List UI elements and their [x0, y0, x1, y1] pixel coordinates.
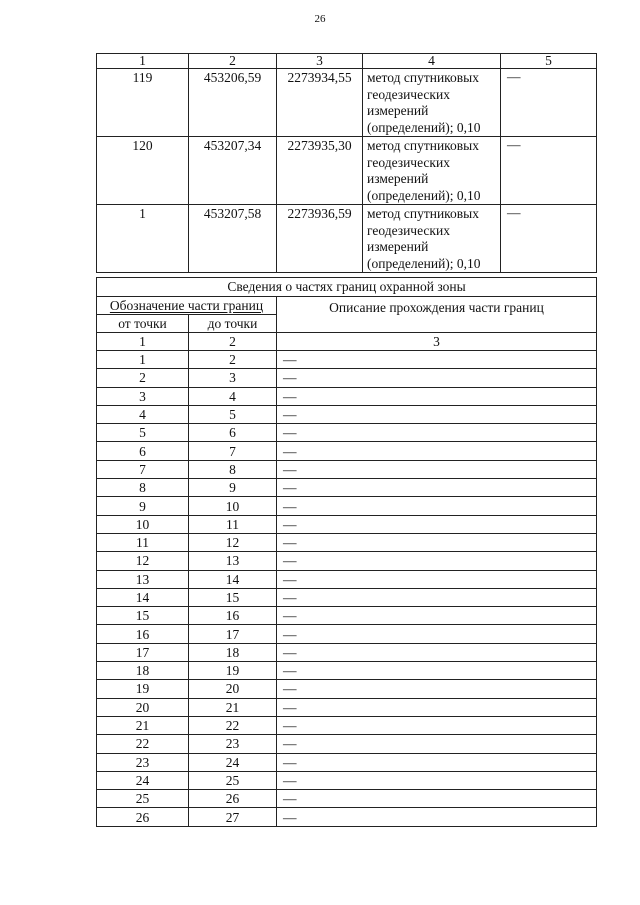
segment-to-point: 12 [189, 533, 277, 551]
segment-description: — [277, 808, 597, 826]
boundary-segment-row [97, 479, 597, 497]
column-number: 3 [277, 54, 363, 69]
coordinate-row [97, 137, 597, 205]
segment-from-point: 1 [97, 351, 189, 369]
boundary-segment-row [97, 680, 597, 698]
method-line: (определений); 0,10 [367, 187, 481, 203]
segment-to-point: 21 [189, 698, 277, 716]
parts-table-title: Сведения о частях границ охранной зоны [97, 278, 597, 297]
boundary-segment-row [97, 588, 597, 606]
column-number: 5 [501, 54, 597, 69]
method-line: геодезических [367, 154, 450, 170]
boundary-segment-row [97, 424, 597, 442]
segment-description: — [277, 460, 597, 478]
segment-description: — [277, 405, 597, 423]
parts-subheader-row [97, 297, 597, 315]
column-number: 1 [97, 54, 189, 69]
segment-to-point: 14 [189, 570, 277, 588]
boundary-segment-row [97, 442, 597, 460]
boundary-segment-row [97, 735, 597, 753]
coordinate-y: 2273936,59 [277, 205, 363, 273]
segment-description: — [277, 588, 597, 606]
point-number: 119 [97, 69, 189, 137]
boundary-segment-row [97, 716, 597, 734]
segment-to-point: 10 [189, 497, 277, 515]
segment-description: — [277, 479, 597, 497]
boundary-segment-row [97, 351, 597, 369]
segment-to-point: 19 [189, 662, 277, 680]
segment-to-point: 23 [189, 735, 277, 753]
segment-to-point: 27 [189, 808, 277, 826]
segment-description: — [277, 607, 597, 625]
coordinate-row [97, 69, 597, 137]
segment-description: — [277, 771, 597, 789]
segment-from-point: 14 [97, 588, 189, 606]
segment-from-point: 6 [97, 442, 189, 460]
boundary-segment-row [97, 460, 597, 478]
segment-description: — [277, 387, 597, 405]
boundary-segment-row [97, 753, 597, 771]
coordinate-x: 453207,34 [189, 137, 277, 205]
column-number: 1 [97, 333, 189, 351]
segment-from-point: 21 [97, 716, 189, 734]
column-number: 2 [189, 54, 277, 69]
segment-description: — [277, 351, 597, 369]
segment-to-point: 11 [189, 515, 277, 533]
segment-to-point: 9 [189, 479, 277, 497]
boundary-segment-row [97, 698, 597, 716]
segment-description: — [277, 662, 597, 680]
coordinate-x: 453207,58 [189, 205, 277, 273]
segment-from-point: 2 [97, 369, 189, 387]
boundary-segment-row [97, 808, 597, 826]
column-number: 2 [189, 333, 277, 351]
coordinates-table [96, 53, 597, 273]
segment-from-point: 19 [97, 680, 189, 698]
segment-to-point: 13 [189, 552, 277, 570]
coordinates-header-row [97, 54, 597, 69]
segment-from-point: 22 [97, 735, 189, 753]
from-point-header: от точки [97, 315, 189, 333]
segment-from-point: 26 [97, 808, 189, 826]
segment-from-point: 15 [97, 607, 189, 625]
page-number: 26 [314, 13, 326, 25]
segment-description: — [277, 570, 597, 588]
boundary-segment-row [97, 533, 597, 551]
segment-description: — [277, 424, 597, 442]
segment-to-point: 5 [189, 405, 277, 423]
segment-description: — [277, 552, 597, 570]
coordinate-y: 2273935,30 [277, 137, 363, 205]
segment-from-point: 5 [97, 424, 189, 442]
segment-from-point: 25 [97, 790, 189, 808]
method-line: метод спутниковых [367, 70, 479, 85]
boundary-segment-row [97, 662, 597, 680]
point-number: 1 [97, 205, 189, 273]
segment-to-point: 2 [189, 351, 277, 369]
segment-to-point: 3 [189, 369, 277, 387]
segment-to-point: 26 [189, 790, 277, 808]
column-5-value: — [501, 69, 597, 137]
boundary-segment-row [97, 625, 597, 643]
segment-description: — [277, 790, 597, 808]
boundary-segment-row [97, 497, 597, 515]
method-cell [363, 69, 501, 137]
segment-description: — [277, 625, 597, 643]
segment-from-point: 20 [97, 698, 189, 716]
boundary-segment-row [97, 790, 597, 808]
coordinate-row [97, 205, 597, 273]
coordinate-x: 453206,59 [189, 69, 277, 137]
segment-to-point: 7 [189, 442, 277, 460]
segment-from-point: 24 [97, 771, 189, 789]
method-line: геодезических [367, 222, 450, 238]
segment-description: — [277, 442, 597, 460]
designation-header [97, 297, 277, 315]
segment-from-point: 7 [97, 460, 189, 478]
segment-description: — [277, 680, 597, 698]
segment-description: — [277, 643, 597, 661]
method-line: измерений [367, 171, 429, 186]
point-number: 120 [97, 137, 189, 205]
segment-description: — [277, 735, 597, 753]
boundary-segment-row [97, 387, 597, 405]
segment-to-point: 16 [189, 607, 277, 625]
segment-from-point: 3 [97, 387, 189, 405]
segment-to-point: 22 [189, 716, 277, 734]
segment-from-point: 9 [97, 497, 189, 515]
method-line: метод спутниковых [367, 138, 479, 153]
segment-to-point: 20 [189, 680, 277, 698]
designation-header-text: Обозначение части границ [109, 298, 264, 313]
parts-column-numbers-row [97, 333, 597, 351]
segment-description: — [277, 716, 597, 734]
boundary-segment-row [97, 607, 597, 625]
segment-from-point: 13 [97, 570, 189, 588]
segment-to-point: 8 [189, 460, 277, 478]
segment-to-point: 24 [189, 753, 277, 771]
boundary-segment-row [97, 405, 597, 423]
segment-description: — [277, 497, 597, 515]
method-line: измерений [367, 103, 429, 118]
segment-description: — [277, 753, 597, 771]
segment-to-point: 17 [189, 625, 277, 643]
segment-from-point: 12 [97, 552, 189, 570]
method-cell [363, 205, 501, 273]
segment-to-point: 18 [189, 643, 277, 661]
boundary-segment-row [97, 515, 597, 533]
boundary-segment-row [97, 369, 597, 387]
description-header: Описание прохождения части границ [277, 297, 597, 333]
segment-to-point: 25 [189, 771, 277, 789]
segment-to-point: 15 [189, 588, 277, 606]
boundary-segment-row [97, 643, 597, 661]
method-line: (определений); 0,10 [367, 119, 481, 135]
segment-description: — [277, 698, 597, 716]
segment-description: — [277, 369, 597, 387]
column-number: 3 [277, 333, 597, 351]
column-5-value: — [501, 137, 597, 205]
boundary-segment-row [97, 552, 597, 570]
method-line: измерений [367, 239, 429, 254]
boundary-segment-row [97, 771, 597, 789]
segment-from-point: 4 [97, 405, 189, 423]
to-point-header: до точки [189, 315, 277, 333]
parts-title-row [97, 278, 597, 297]
boundary-segment-row [97, 570, 597, 588]
coordinate-y: 2273934,55 [277, 69, 363, 137]
boundary-parts-table [96, 277, 597, 827]
segment-from-point: 23 [97, 753, 189, 771]
segment-from-point: 8 [97, 479, 189, 497]
segment-from-point: 11 [97, 533, 189, 551]
method-cell [363, 137, 501, 205]
method-line: (определений); 0,10 [367, 255, 481, 271]
segment-to-point: 6 [189, 424, 277, 442]
segment-from-point: 16 [97, 625, 189, 643]
column-number: 4 [363, 54, 501, 69]
segment-to-point: 4 [189, 387, 277, 405]
segment-description: — [277, 533, 597, 551]
segment-from-point: 18 [97, 662, 189, 680]
column-5-value: — [501, 205, 597, 273]
method-line: геодезических [367, 86, 450, 102]
segment-description: — [277, 515, 597, 533]
segment-from-point: 10 [97, 515, 189, 533]
method-line: метод спутниковых [367, 206, 479, 221]
segment-from-point: 17 [97, 643, 189, 661]
